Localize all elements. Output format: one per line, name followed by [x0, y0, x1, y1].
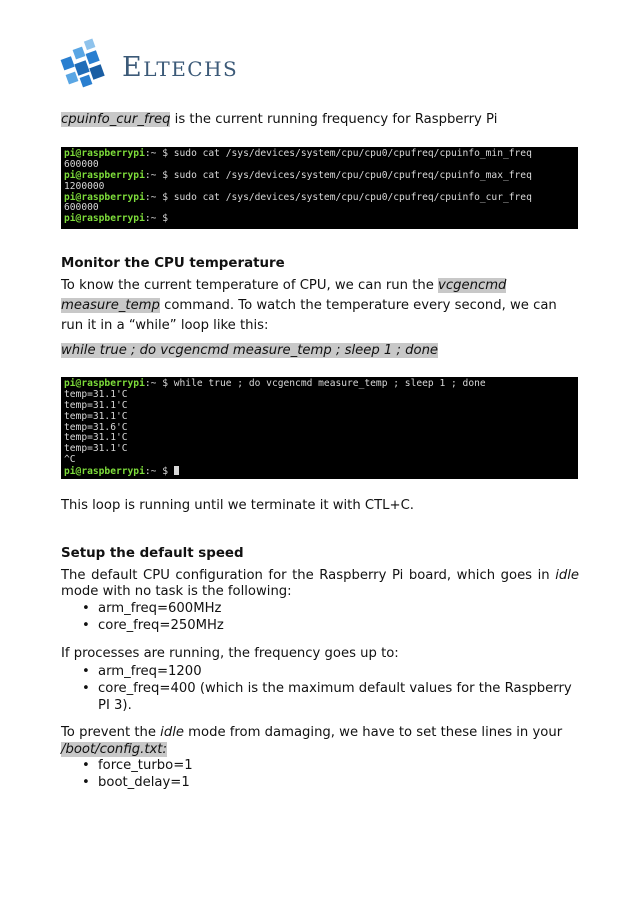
prevent-idle-paragraph: To prevent the idle mode from damaging, we have to set these lines in your /boot/config.txt: [61, 725, 563, 757]
terminal-cursor [174, 466, 179, 475]
heading-monitor-temperature: Monitor the CPU temperature [61, 256, 285, 271]
terminal-line [64, 455, 575, 466]
terminal-line [64, 423, 575, 434]
terminal-prompt: pi@raspberrypi [64, 148, 145, 159]
terminal-text: temp=31.1'C [64, 443, 128, 455]
list-item: • arm_freq=1200 [82, 664, 202, 679]
list-item: • boot_delay=1 [82, 775, 190, 790]
while-loop-code: while true ; do vcgencmd measure_temp ; sleep 1 ; done [61, 343, 439, 358]
bullet-icon: • [82, 618, 90, 633]
terminal-line [64, 171, 575, 182]
bullet-icon: • [82, 664, 90, 679]
terminal-text: 600000 [64, 202, 99, 214]
terminal-text: temp=31.1'C [64, 410, 128, 422]
terminal-line [64, 466, 575, 477]
intro-text: cpuinfo_cur_freq is the current running frequency for Raspberry Pi [61, 112, 498, 127]
terminal-text: 600000 [64, 158, 99, 170]
list-item: • core_freq=250MHz [82, 618, 224, 633]
terminal-text: temp=31.6'C [64, 421, 128, 433]
list-item: • arm_freq=600MHz [82, 601, 222, 616]
heading-default-speed: Setup the default speed [61, 546, 244, 561]
terminal-line [64, 193, 575, 204]
terminal-line [64, 444, 575, 455]
brand-logo [58, 38, 248, 88]
terminal-text: :~ $ [144, 466, 174, 478]
loop-note: This loop is running until we terminate it with CTL+C. [61, 498, 414, 513]
terminal-text: :~ $ [144, 213, 168, 225]
config-lines-list [61, 757, 579, 791]
default-freq-list [61, 600, 579, 634]
terminal-text: temp=31.1'C [64, 388, 128, 400]
terminal-screenshot-temp [61, 377, 578, 479]
terminal-screenshot-freq [61, 147, 578, 229]
terminal-prompt: pi@raspberrypi [64, 213, 145, 225]
terminal-prompt: pi@raspberrypi [64, 466, 145, 478]
terminal-line [64, 379, 575, 390]
terminal-text: temp=31.1'C [64, 432, 128, 444]
terminal-line [64, 214, 575, 225]
terminal-prompt: pi@raspberrypi [64, 169, 145, 181]
terminal-text: :~ $ sudo cat /sys/devices/system/cpu/cpu0/cpufreq/cpuinfo_cur_freq [144, 191, 532, 203]
terminal-text: 1200000 [64, 180, 105, 192]
terminal-line [64, 390, 575, 401]
terminal-text: :~ $ while true ; do vcgencmd measure_temp ; sleep 1 ; done [144, 378, 486, 389]
terminal-line [64, 401, 575, 412]
logo-cubes-icon [58, 38, 114, 88]
terminal-line [64, 149, 575, 160]
list-item: • force_turbo=1 [82, 758, 193, 773]
intro-highlight: cpuinfo_cur_freq [61, 112, 171, 127]
terminal-text: :~ $ sudo cat /sys/devices/system/cpu/cpu0/cpufreq/cpuinfo_min_freq [144, 148, 532, 159]
bullet-icon: • [82, 681, 90, 696]
terminal-text: ^C [64, 454, 76, 466]
terminal-prompt: pi@raspberrypi [64, 191, 145, 203]
running-paragraph: If processes are running, the frequency goes up to: [61, 646, 399, 661]
brand-name: ELTECHS [122, 52, 239, 83]
running-freq-list [61, 663, 579, 714]
bullet-icon: • [82, 758, 90, 773]
bullet-icon: • [82, 601, 90, 616]
terminal-text: :~ $ sudo cat /sys/devices/system/cpu/cpu0/cpufreq/cpuinfo_max_freq [144, 169, 532, 181]
terminal-line [64, 433, 575, 444]
monitor-paragraph: To know the current temperature of CPU, we can run the vcgencmd measure_temp command. To watch the temperature every second, we can run it in a “while” loop like this: [61, 278, 557, 333]
list-item: • core_freq=400 (which is the maximum default values for the Raspberry PI 3). [82, 681, 572, 713]
terminal-line [64, 412, 575, 423]
terminal-text: temp=31.1'C [64, 399, 128, 411]
bullet-icon: • [82, 775, 90, 790]
default-config-paragraph: The default CPU configuration for the Raspberry Pi board, which goes in idle mode with no task is the following: [61, 568, 579, 599]
terminal-prompt: pi@raspberrypi [64, 378, 145, 389]
